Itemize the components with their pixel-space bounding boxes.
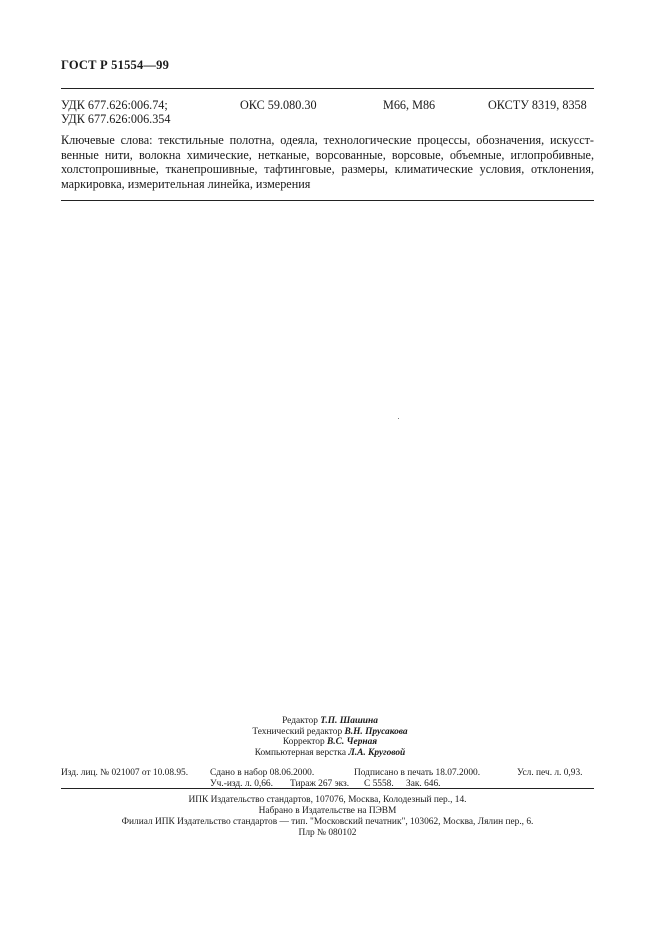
credit-role: Технический редактор [252, 726, 343, 737]
imprint-print-date: Подписано в печать 18.07.2000. [354, 768, 481, 778]
udk-codes [61, 98, 171, 126]
publisher-line-2: Набрано в Издательстве на ПЭВМ [258, 806, 397, 816]
credit-role: Редактор [282, 716, 318, 726]
document-number: ГОСТ Р 51554—99 [61, 58, 170, 72]
credit-name: В.С. Черная [327, 737, 378, 747]
keywords-divider [61, 200, 594, 201]
keywords-line-3: холстопрошивные, тканепрошивные, тафтинговые, размеры, климатические условия, отклонения, [61, 162, 594, 176]
publisher-info [61, 795, 594, 839]
credit-role: Корректор [282, 737, 325, 747]
stray-mark [398, 418, 399, 419]
credit-proofreader [160, 737, 500, 748]
publisher-line-3: Филиал ИПК Издательство стандартов — тип. "Московский печатник", 103062, Москва, Лялин пер., 6. [121, 817, 534, 827]
imprint-typeset-date: Сдано в набор 08.06.2000. [210, 768, 315, 778]
imprint-pub-sheets: Уч.-изд. л. 0,66. [210, 779, 273, 789]
keywords-line-1: Ключевые слова: текстильные полотна, одеяла, технологические процессы, обозначения, искусст- [61, 133, 594, 147]
keywords-line-2: венные нити, волокна химические, нетканые, ворсованные, ворсовые, объемные, иглопробивные, [61, 147, 594, 162]
imprint-divider [61, 788, 594, 789]
credit-layout [160, 748, 500, 759]
keywords-line-4: маркировка, измерительная линейка, измерения [61, 176, 311, 191]
m-code: М66, М86 [383, 98, 436, 112]
imprint-license: Изд. лиц. № 021007 от 10.08.95. [61, 768, 189, 778]
imprint-c-number: С 5558. [364, 779, 394, 789]
imprint-order-number: Зак. 646. [406, 779, 441, 789]
keywords-paragraph [61, 133, 594, 191]
imprint-print-sheets: Усл. печ. л. 0,93. [517, 768, 583, 778]
credit-role: Компьютерная верстка [254, 747, 346, 758]
udk-code-2: УДК 677.626:006.354 [61, 112, 171, 126]
credit-tech-editor [160, 727, 500, 738]
credit-name: Т.П. Шашина [320, 716, 378, 726]
credit-editor [160, 716, 500, 727]
imprint-circulation: Тираж 267 экз. [290, 779, 350, 789]
header-divider [61, 88, 594, 89]
publisher-line-4: Плр № 080102 [298, 828, 357, 838]
okstu-code: ОКСТУ 8319, 8358 [488, 98, 587, 112]
credit-name: В.Н. Прусакова [344, 726, 408, 737]
udk-code-1: УДК 677.626:006.74; [61, 98, 168, 112]
oks-code: ОКС 59.080.30 [240, 98, 317, 112]
publisher-line-1: ИПК Издательство стандартов, 107076, Москва, Колодезный пер., 14. [188, 795, 467, 805]
credit-name: Л.А. Круговой [348, 747, 406, 758]
editorial-credits [160, 716, 500, 758]
